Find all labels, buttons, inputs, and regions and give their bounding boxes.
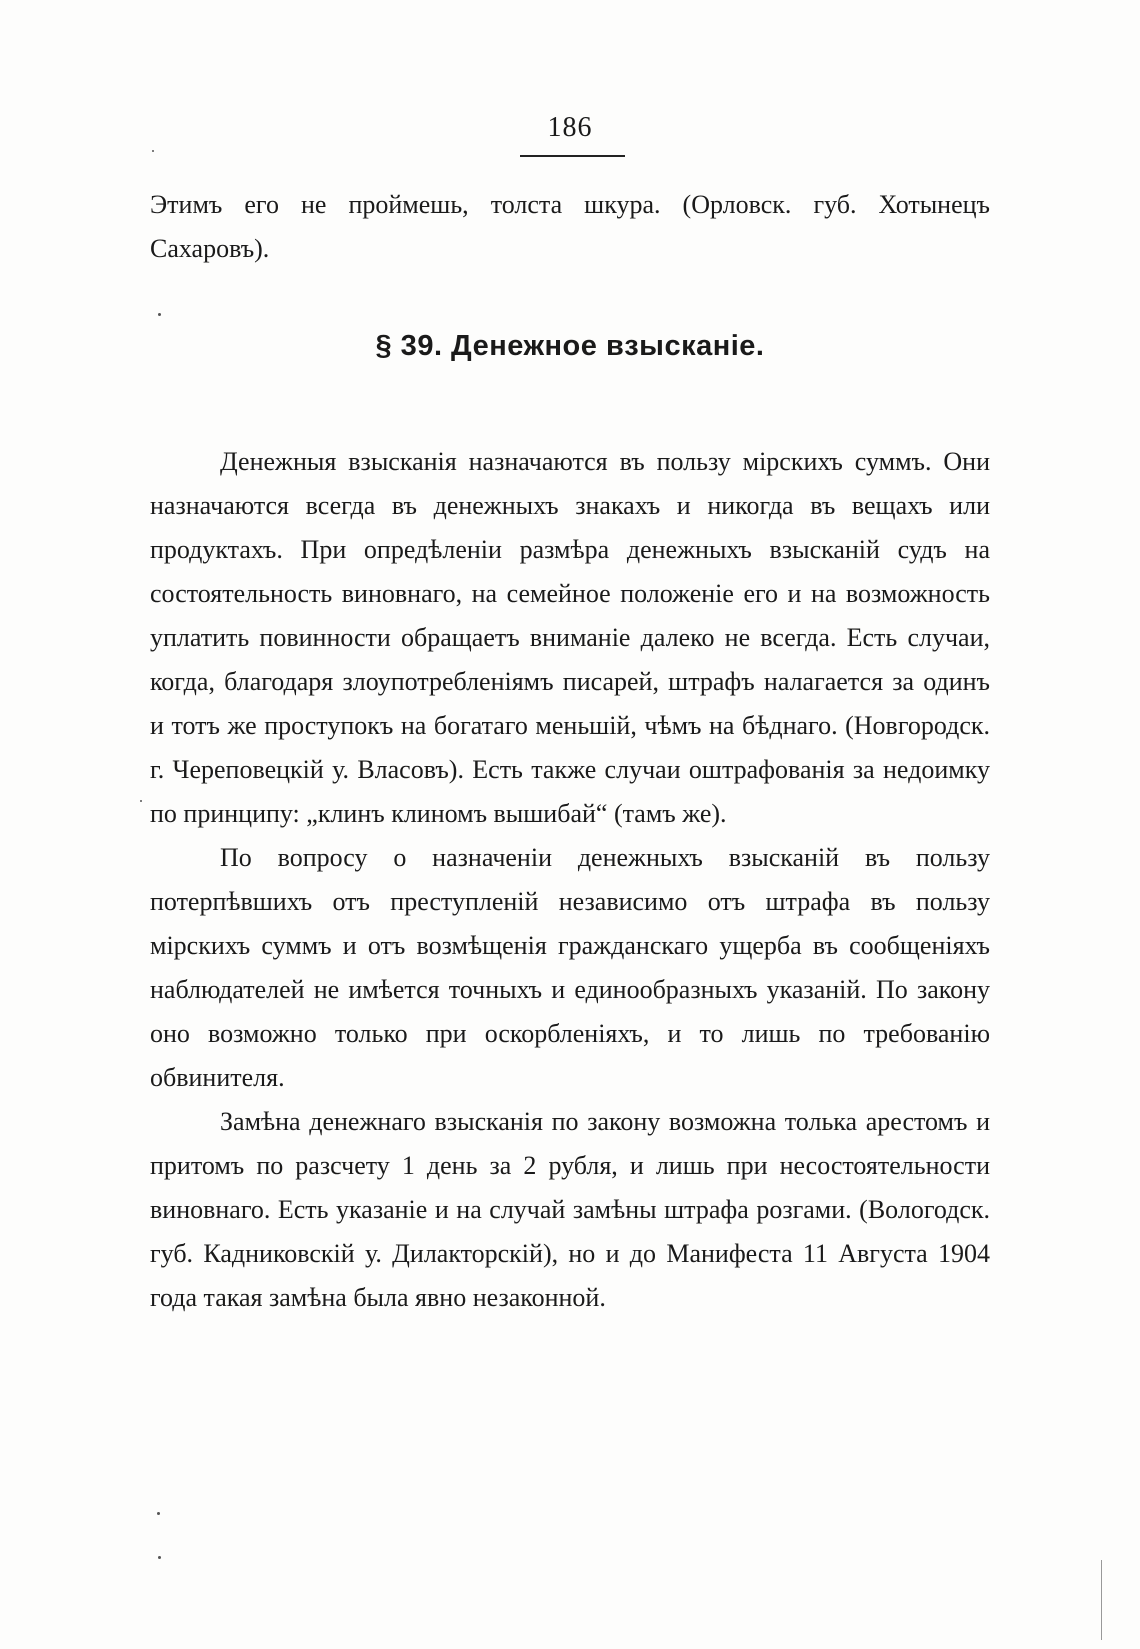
section-heading: § 39. Денежное взысканіе. <box>375 330 765 362</box>
scan-speck <box>158 313 161 316</box>
scan-speck <box>152 150 154 152</box>
page-number: 186 <box>547 112 593 143</box>
paragraph-monetary-penalties: Денежныя взысканія назначаются въ пользу мірскихъ суммъ. Они назначаются всегда въ денежныхъ знакахъ и никогда въ вещахъ или продуктахъ. При опредѣленіи размѣра денежныхъ взысканій судъ на состоятельность виновнаго, на семейное положеніе его и на возможность уплатить повинности обращаетъ вниманіе далеко не всегда. Есть случаи, когда, благодаря злоупотребленіямъ писарей, штрафъ налагается за одинъ и тотъ же проступокъ на богатаго меньшій, чѣмъ на бѣднаго. (Новгородск. г. Череповецкій у. Власовъ). Есть также случаи оштрафованія за недоимку по принципу: „клинъ клиномъ вышибай“ (тамъ же). <box>150 447 990 828</box>
scan-edge-line <box>1101 1560 1102 1640</box>
scan-speck <box>157 1512 160 1515</box>
scan-speck <box>158 1556 161 1559</box>
continuation-text-block <box>150 183 990 271</box>
paragraph-penalty-replacement: Замѣна денежнаго взысканія по закону возможна толька арестомъ и притомъ по разсчету 1 день за 2 рубля, и лишь при несостоятельности виновнаго. Есть указаніе и на случай замѣны штрафа розгами. (Вологодск. губ. Кадниковскій у. Дилакторскій), но и до Манифеста 11 Августа 1904 года такая замѣна была явно незаконной. <box>150 1107 990 1312</box>
continuation-paragraph: Этимъ его не проймешь, толста шкура. (Орловск. губ. Хотынецъ Сахаровъ). <box>150 190 990 263</box>
paragraph-victim-compensation: По вопросу о назначеніи денежныхъ взысканій въ пользу потерпѣвшихъ отъ преступленій независимо отъ штрафа въ пользу мірскихъ суммъ и отъ возмѣщенія гражданскаго ущерба въ сообщеніяхъ наблюдателей не имѣется точныхъ и единообразныхъ указаній. По закону оно возможно только при оскорбленіяхъ, и то лишь по требованію обвинителя. <box>150 843 990 1092</box>
page-number-rule <box>520 155 625 157</box>
scan-speck <box>140 800 142 802</box>
section-body <box>150 440 990 1320</box>
